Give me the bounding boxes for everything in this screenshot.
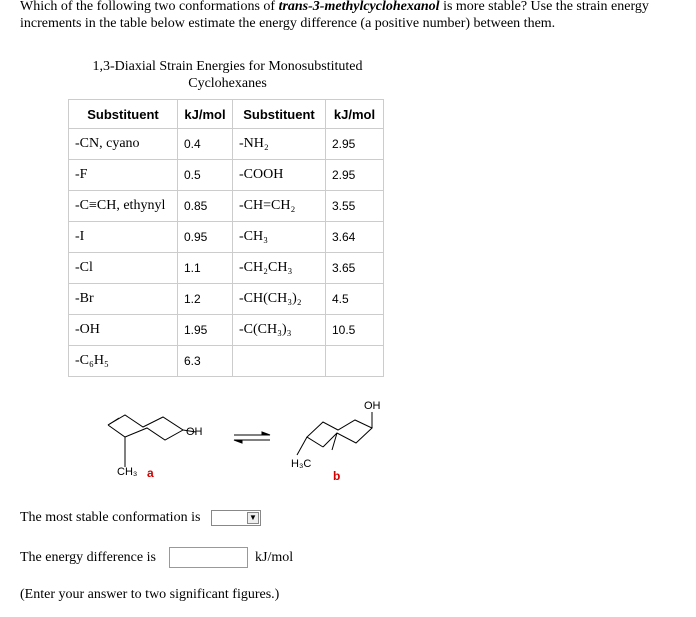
table-cell: 2.95 bbox=[326, 129, 384, 160]
table-cell: 0.95 bbox=[178, 222, 233, 253]
table-caption: 1,3-Diaxial Strain Energies for Monosubstituted Cyclohexanes bbox=[92, 59, 363, 91]
energy-unit: kJ/mol bbox=[255, 550, 294, 565]
energy-difference-input[interactable] bbox=[169, 547, 248, 568]
table-cell: -C≡CH, ethynyl bbox=[69, 191, 178, 222]
table-cell: -CH₃ bbox=[233, 222, 326, 253]
stable-conformation-select[interactable] bbox=[211, 510, 261, 526]
header-substituent-1: Substituent bbox=[69, 100, 178, 129]
compound-name: trans-3-methylcyclohexanol bbox=[278, 0, 440, 14]
table-cell: -F bbox=[69, 160, 178, 191]
table-cell: -CH=CH₂ bbox=[233, 191, 326, 222]
table-cell: 0.85 bbox=[178, 191, 233, 222]
conformation-label-a: a bbox=[147, 466, 154, 480]
table-cell: 0.4 bbox=[178, 129, 233, 160]
ch3-label-a: CH₃ bbox=[117, 466, 138, 478]
table-cell: -COOH bbox=[233, 160, 326, 191]
table-cell: -NH₂ bbox=[233, 129, 326, 160]
sig-fig-note: (Enter your answer to two significant figures.) bbox=[20, 587, 280, 602]
table-cell: -C₆H₅ bbox=[69, 346, 178, 377]
chair-conformation-a bbox=[108, 415, 196, 467]
oh-label-b: OH bbox=[364, 400, 381, 412]
table-cell: 3.55 bbox=[326, 191, 384, 222]
chevron-down-icon[interactable]: ▼ bbox=[247, 512, 259, 524]
table-cell: 1.95 bbox=[178, 315, 233, 346]
conformation-label-b: b bbox=[333, 469, 341, 483]
equilibrium-arrow-icon bbox=[234, 432, 270, 443]
header-kjmol-2: kJ/mol bbox=[326, 100, 384, 129]
table-cell: 0.5 bbox=[178, 160, 233, 191]
energy-label: The energy difference is bbox=[20, 550, 156, 565]
table-cell: -OH bbox=[69, 315, 178, 346]
stable-label: The most stable conformation is bbox=[20, 510, 201, 525]
ch3-label-b: H₃C bbox=[291, 458, 312, 470]
table-cell: -CH₂CH₃ bbox=[233, 253, 326, 284]
header-substituent-2: Substituent bbox=[233, 100, 326, 129]
oh-label-a: OH bbox=[186, 426, 203, 438]
table-cell: 2.95 bbox=[326, 160, 384, 191]
table-cell: 3.65 bbox=[326, 253, 384, 284]
table-cell: -Br bbox=[69, 284, 178, 315]
question-after: is more stable? Use the strain energy increments in the table below estimate the energy difference (a positive number) between them. bbox=[20, 0, 649, 31]
header-kjmol-1: kJ/mol bbox=[178, 100, 233, 129]
chair-conformation-b bbox=[297, 412, 372, 455]
table-cell: 4.5 bbox=[326, 284, 384, 315]
question-before: Which of the following two conformations of bbox=[20, 0, 279, 14]
table-cell: -CN, cyano bbox=[69, 129, 178, 160]
table-cell: -C(CH₃)₃ bbox=[233, 315, 326, 346]
table-cell: -CH(CH₃)₂ bbox=[233, 284, 326, 315]
table-cell: 1.2 bbox=[178, 284, 233, 315]
table-cell: 1.1 bbox=[178, 253, 233, 284]
table-cell: 3.64 bbox=[326, 222, 384, 253]
table-cell: 10.5 bbox=[326, 315, 384, 346]
table-cell: -Cl bbox=[69, 253, 178, 284]
table-cell: -I bbox=[69, 222, 178, 253]
table-cell: 6.3 bbox=[178, 346, 233, 377]
